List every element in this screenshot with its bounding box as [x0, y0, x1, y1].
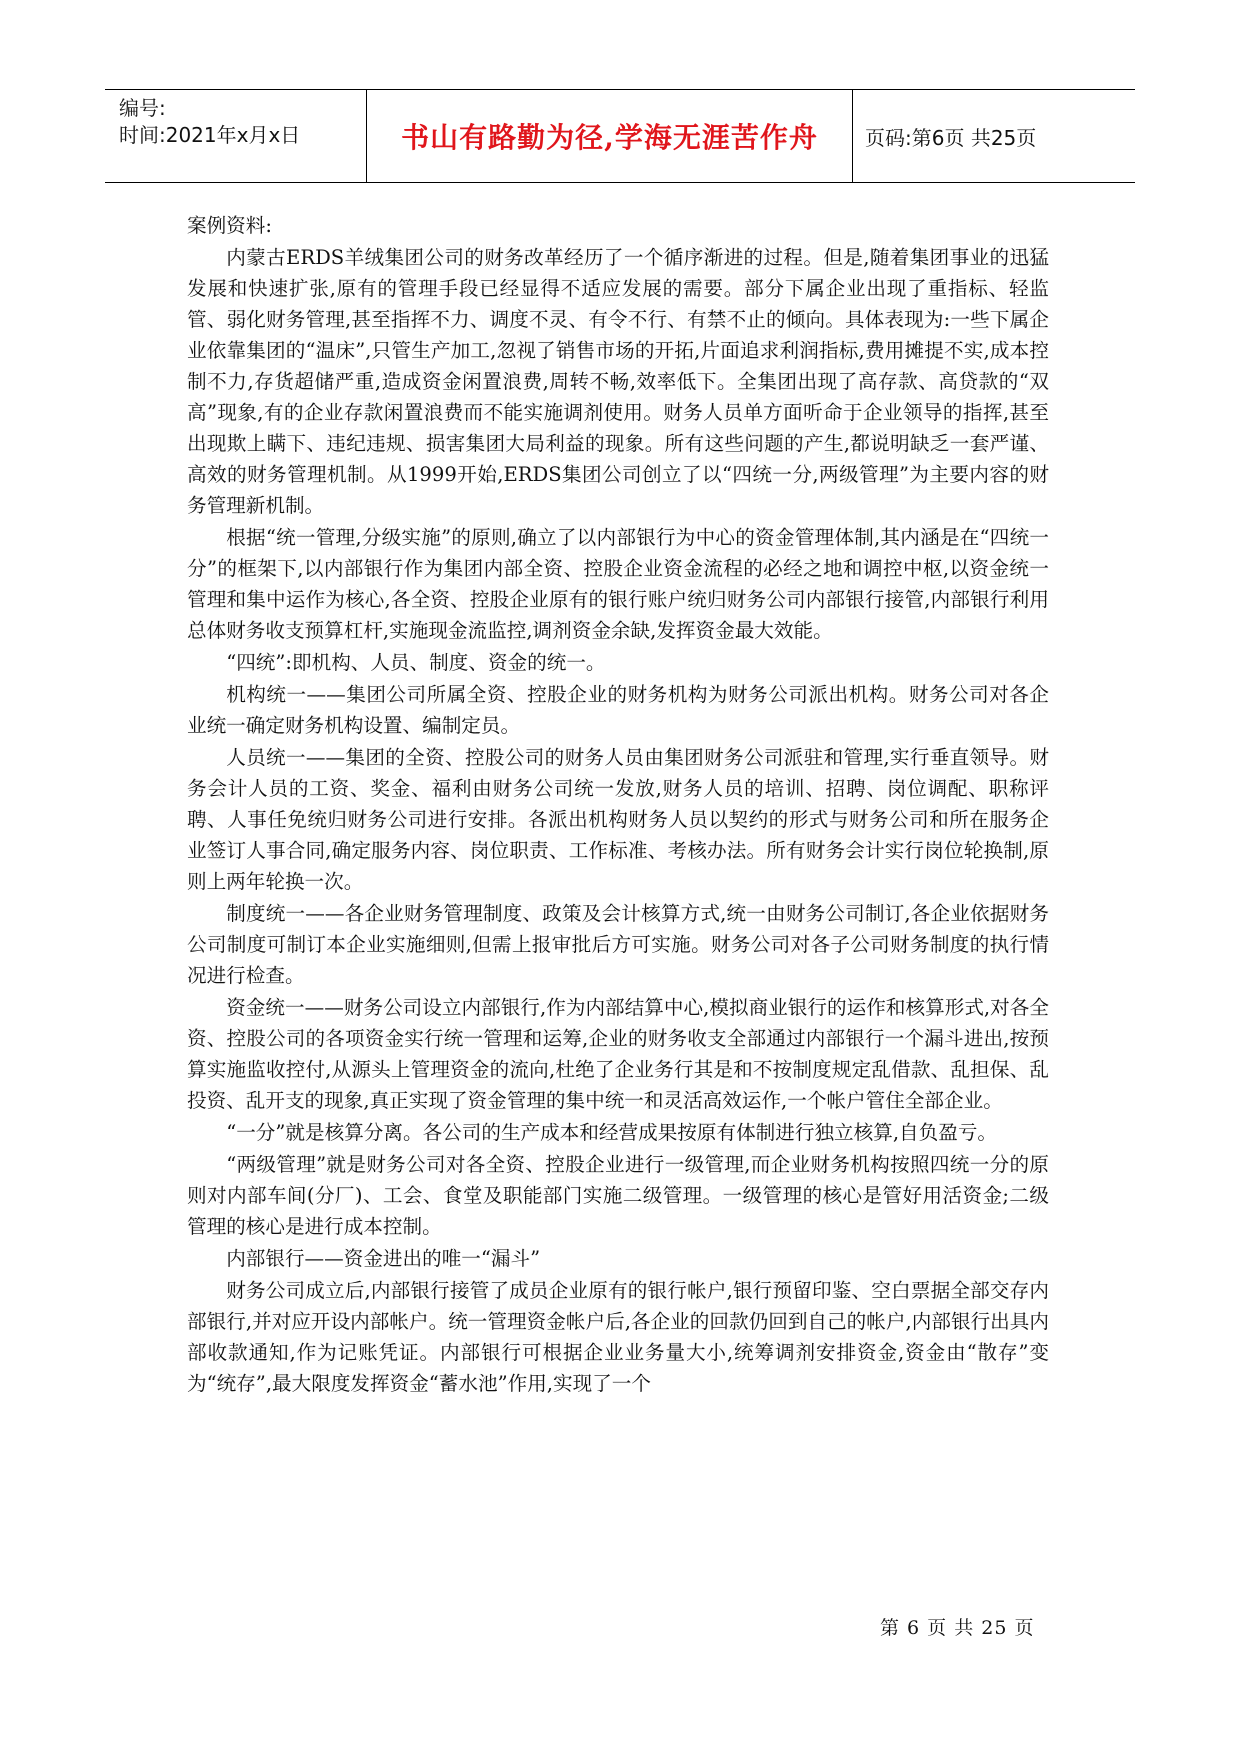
header-meta: [105, 90, 366, 182]
document-number-label: 编号:: [119, 96, 166, 120]
document-time-label: 时间:2021年x月x日: [119, 123, 301, 147]
paragraph-personnel-unified: 人员统一——集团的全资、控股公司的财务人员由集团财务公司派驻和管理,实行垂直领导。财务会计人员的工资、奖金、福利由财务公司统一发放,财务人员的培训、招聘、岗位调配、职称评聘、人事任免统归财务公司进行安排。各派出机构财务人员以契约的形式与财务公司和所在服务企业签订人事合同,确定服务内容、岗位职责、工作标准、考核办法。所有财务会计实行岗位轮换制,原则上两年轮换一次。: [187, 746, 1049, 893]
header-page-info: 页码:第6页 共25页: [865, 125, 1037, 150]
paragraph-internal-bank-heading: 内部银行——资金进出的唯一“漏斗”: [226, 1247, 541, 1270]
page-footer: 第 6 页 共 25 页: [880, 1617, 1035, 1639]
section-label: 案例资料:: [187, 214, 272, 237]
paragraph-one-separate: “一分”就是核算分离。各公司的生产成本和经营成果按原有体制进行独立核算,自负盈亏。: [226, 1121, 998, 1144]
page-header: [105, 89, 1135, 183]
paragraph-system-unified: 制度统一——各企业财务管理制度、政策及会计核算方式,统一由财务公司制订,各企业依据财务公司制度可制订本企业实施细则,但需上报审批后方可实施。财务公司对各子公司财务制度的执行情况进行检查。: [187, 902, 1049, 987]
header-motto: 书山有路勤为径,学海无涯苦作舟: [366, 90, 853, 182]
paragraph-intro: 内蒙古ERDS羊绒集团公司的财务改革经历了一个循序渐进的过程。但是,随着集团事业的迅猛发展和快速扩张,原有的管理手段已经显得不适应发展的需要。部分下属企业出现了重指标、轻监管、弱化财务管理,甚至指挥不力、调度不灵、有令不行、有禁不止的倾向。具体表现为:一些下属企业依靠集团的“温床”,只管生产加工,忽视了销售市场的开拓,片面追求利润指标,费用摊提不实,成本控制不力,存货超储严重,造成资金闲置浪费,周转不畅,效率低下。全集团出现了高存款、高贷款的“双高”现象,有的企业存款闲置浪费而不能实施调剂使用。财务人员单方面听命于企业领导的指挥,甚至出现欺上瞒下、违纪违规、损害集团大局利益的现象。所有这些问题的产生,都说明缺乏一套严谨、高效的财务管理机制。从1999开始,ERDS集团公司创立了以“四统一分,两级管理”为主要内容的财务管理新机制。: [187, 246, 1049, 517]
paragraph-principle: 根据“统一管理,分级实施”的原则,确立了以内部银行为中心的资金管理体制,其内涵是在“四统一分”的框架下,以内部银行作为集团内部全资、控股企业资金流程的必经之地和调控中枢,以资金统一管理和集中运作为核心,各全资、控股企业原有的银行账户统归财务公司内部银行接管,内部银行利用总体财务收支预算杠杆,实施现金流监控,调剂资金余缺,发挥资金最大效能。: [187, 526, 1049, 642]
document-body: [187, 210, 1049, 1399]
paragraph-four-unified: “四统”:即机构、人员、制度、资金的统一。: [226, 651, 606, 674]
paragraph-two-level: “两级管理”就是财务公司对各全资、控股企业进行一级管理,而企业财务机构按照四统一分的原则对内部车间(分厂)、工会、食堂及职能部门实施二级管理。一级管理的核心是管好用活资金;二级管理的核心是进行成本控制。: [187, 1153, 1049, 1238]
paragraph-internal-bank: 财务公司成立后,内部银行接管了成员企业原有的银行帐户,银行预留印鉴、空白票据全部交存内部银行,并对应开设内部帐户。统一管理资金帐户后,各企业的回款仍回到自己的帐户,内部银行出具内部收款通知,作为记账凭证。内部银行可根据企业业务量大小,统筹调剂安排资金,资金由“散存”变为“统存”,最大限度发挥资金“蓄水池”作用,实现了一个: [187, 1279, 1049, 1395]
paragraph-organization-unified: 机构统一——集团公司所属全资、控股企业的财务机构为财务公司派出机构。财务公司对各企业统一确定财务机构设置、编制定员。: [187, 683, 1049, 737]
paragraph-funds-unified: 资金统一——财务公司设立内部银行,作为内部结算中心,模拟商业银行的运作和核算形式,对各全资、控股公司的各项资金实行统一管理和运筹,企业的财务收支全部通过内部银行一个漏斗进出,按预算实施监收控付,从源头上管理资金的流向,杜绝了企业务行其是和不按制度规定乱借款、乱担保、乱投资、乱开支的现象,真正实现了资金管理的集中统一和灵活高效运作,一个帐户管住全部企业。: [187, 996, 1049, 1112]
